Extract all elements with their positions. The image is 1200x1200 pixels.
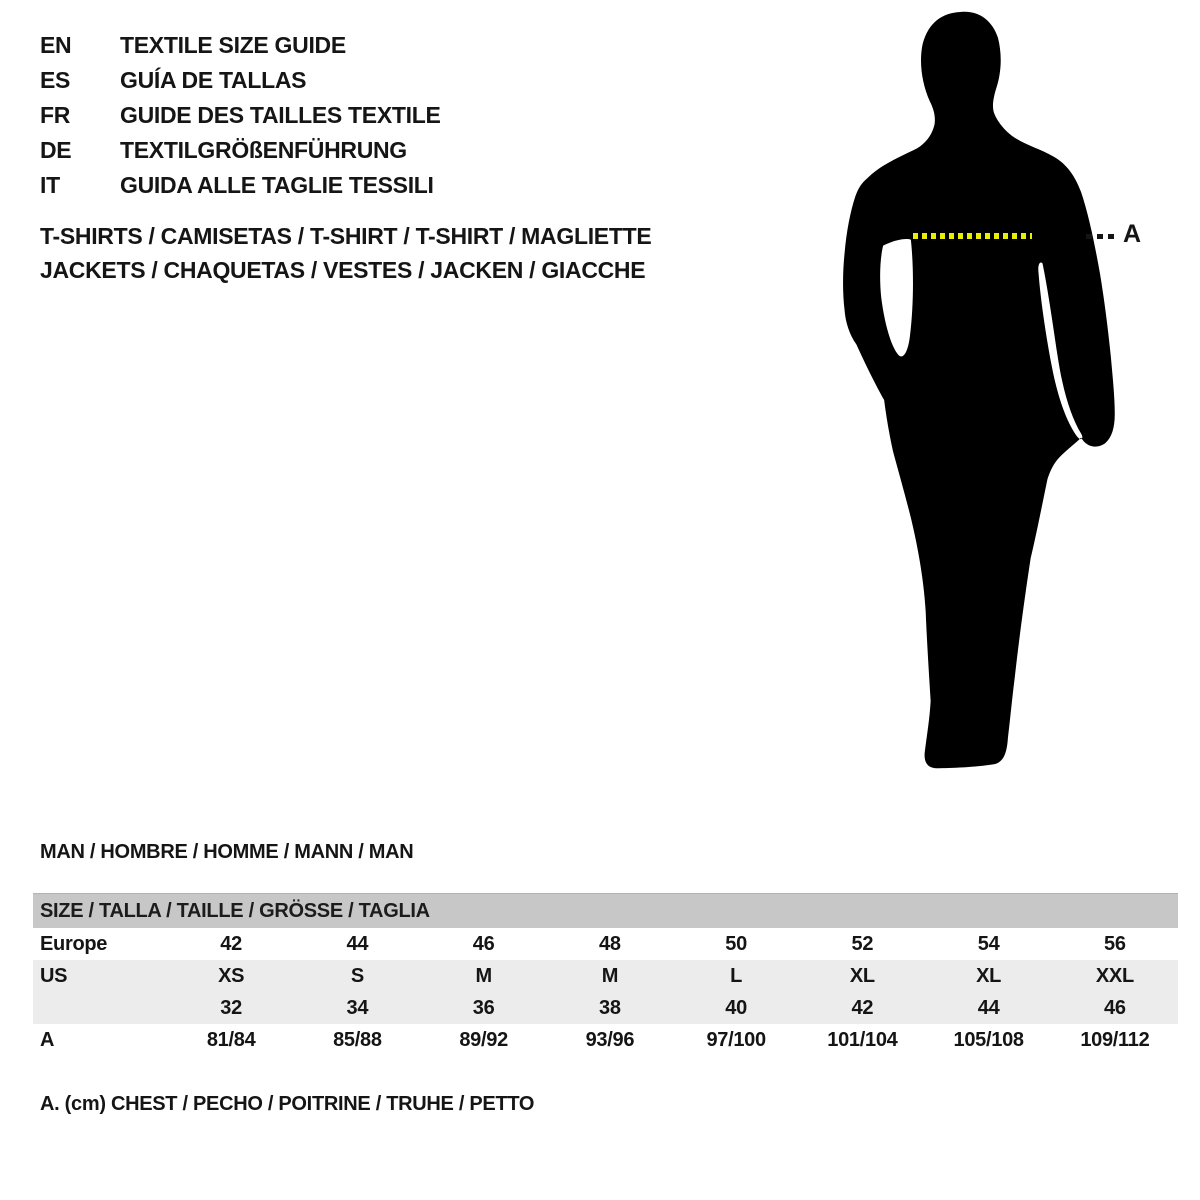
cell: 40 bbox=[725, 996, 747, 1019]
cell: M bbox=[475, 964, 492, 987]
lang-label: TEXTILE SIZE GUIDE bbox=[120, 32, 346, 58]
lang-label: GUIDE DES TAILLES TEXTILE bbox=[120, 102, 441, 128]
size-table-grid bbox=[33, 928, 1178, 1056]
cell: 44 bbox=[346, 932, 369, 955]
lang-row-fr bbox=[40, 98, 441, 133]
product-line-tshirts: T-SHIRTS / CAMISETAS / T-SHIRT / T-SHIRT / MAGLIETTE bbox=[40, 223, 652, 249]
product-category-lines bbox=[40, 219, 651, 287]
cell: 44 bbox=[977, 996, 1000, 1019]
measurement-footnote: A. (cm) CHEST / PECHO / POITRINE / TRUHE / PETTO bbox=[40, 1093, 535, 1115]
table-row-europe bbox=[33, 928, 1178, 960]
cell: 93/96 bbox=[585, 1028, 635, 1051]
lang-code: ES bbox=[40, 67, 71, 93]
cell: 46 bbox=[1104, 996, 1126, 1019]
lang-row-it bbox=[40, 168, 441, 203]
cell: L bbox=[730, 964, 743, 987]
lang-row-es bbox=[40, 63, 441, 98]
table-row-chest-a bbox=[33, 1024, 1178, 1056]
size-table-header: SIZE / TALLA / TAILLE / GRÖSSE / TAGLIA bbox=[33, 893, 1178, 928]
cell: 56 bbox=[1104, 932, 1126, 955]
lang-code: FR bbox=[40, 102, 71, 128]
lang-label: GUIDA ALLE TAGLIE TESSILI bbox=[120, 172, 434, 198]
cell: 105/108 bbox=[953, 1028, 1024, 1051]
cell: 46 bbox=[472, 932, 495, 955]
lang-label: GUÍA DE TALLAS bbox=[120, 67, 307, 93]
cell: 42 bbox=[851, 996, 874, 1019]
cell: XS bbox=[218, 964, 245, 987]
lang-code: IT bbox=[40, 172, 60, 198]
cell: 32 bbox=[220, 996, 242, 1019]
language-title-list bbox=[40, 28, 441, 203]
chest-measure-dotted-line bbox=[913, 233, 1032, 239]
size-table bbox=[33, 893, 1178, 1056]
row-label: A bbox=[40, 1028, 55, 1051]
row-label: US bbox=[40, 964, 68, 987]
row-label bbox=[33, 992, 168, 1024]
lang-row-en bbox=[40, 28, 441, 63]
cell: 36 bbox=[472, 996, 495, 1019]
cell: XXL bbox=[1095, 964, 1134, 987]
cell: 101/104 bbox=[827, 1028, 898, 1051]
lang-code: EN bbox=[40, 32, 72, 58]
cell: 42 bbox=[220, 932, 242, 955]
marker-a-dash-line bbox=[1086, 234, 1119, 239]
product-line-jackets: JACKETS / CHAQUETAS / VESTES / JACKEN / GIACCHE bbox=[40, 257, 646, 283]
cell: S bbox=[350, 964, 364, 987]
cell: 48 bbox=[599, 932, 621, 955]
cell: 54 bbox=[977, 932, 1000, 955]
section-heading-man: MAN / HOMBRE / HOMME / MANN / MAN bbox=[40, 841, 414, 863]
lang-code: DE bbox=[40, 137, 72, 163]
cell: M bbox=[601, 964, 619, 987]
cell: 52 bbox=[851, 932, 874, 955]
cell: 85/88 bbox=[333, 1028, 382, 1051]
cell: 34 bbox=[346, 996, 369, 1019]
cell: 109/112 bbox=[1080, 1028, 1150, 1051]
cell: 89/92 bbox=[459, 1028, 508, 1051]
cell: 97/100 bbox=[706, 1028, 766, 1051]
cell: 50 bbox=[725, 932, 747, 955]
lang-row-de bbox=[40, 133, 441, 168]
cell: 81/84 bbox=[206, 1028, 256, 1051]
lang-label: TEXTILGRÖßENFÜHRUNG bbox=[120, 137, 407, 163]
cell: XL bbox=[976, 964, 1002, 987]
man-silhouette bbox=[840, 8, 1150, 790]
row-label: Europe bbox=[40, 932, 108, 955]
cell: 38 bbox=[599, 996, 621, 1019]
table-row-numeric bbox=[33, 992, 1178, 1024]
marker-a-label: A bbox=[1123, 220, 1141, 248]
cell: XL bbox=[849, 964, 875, 987]
table-row-us bbox=[33, 960, 1178, 992]
